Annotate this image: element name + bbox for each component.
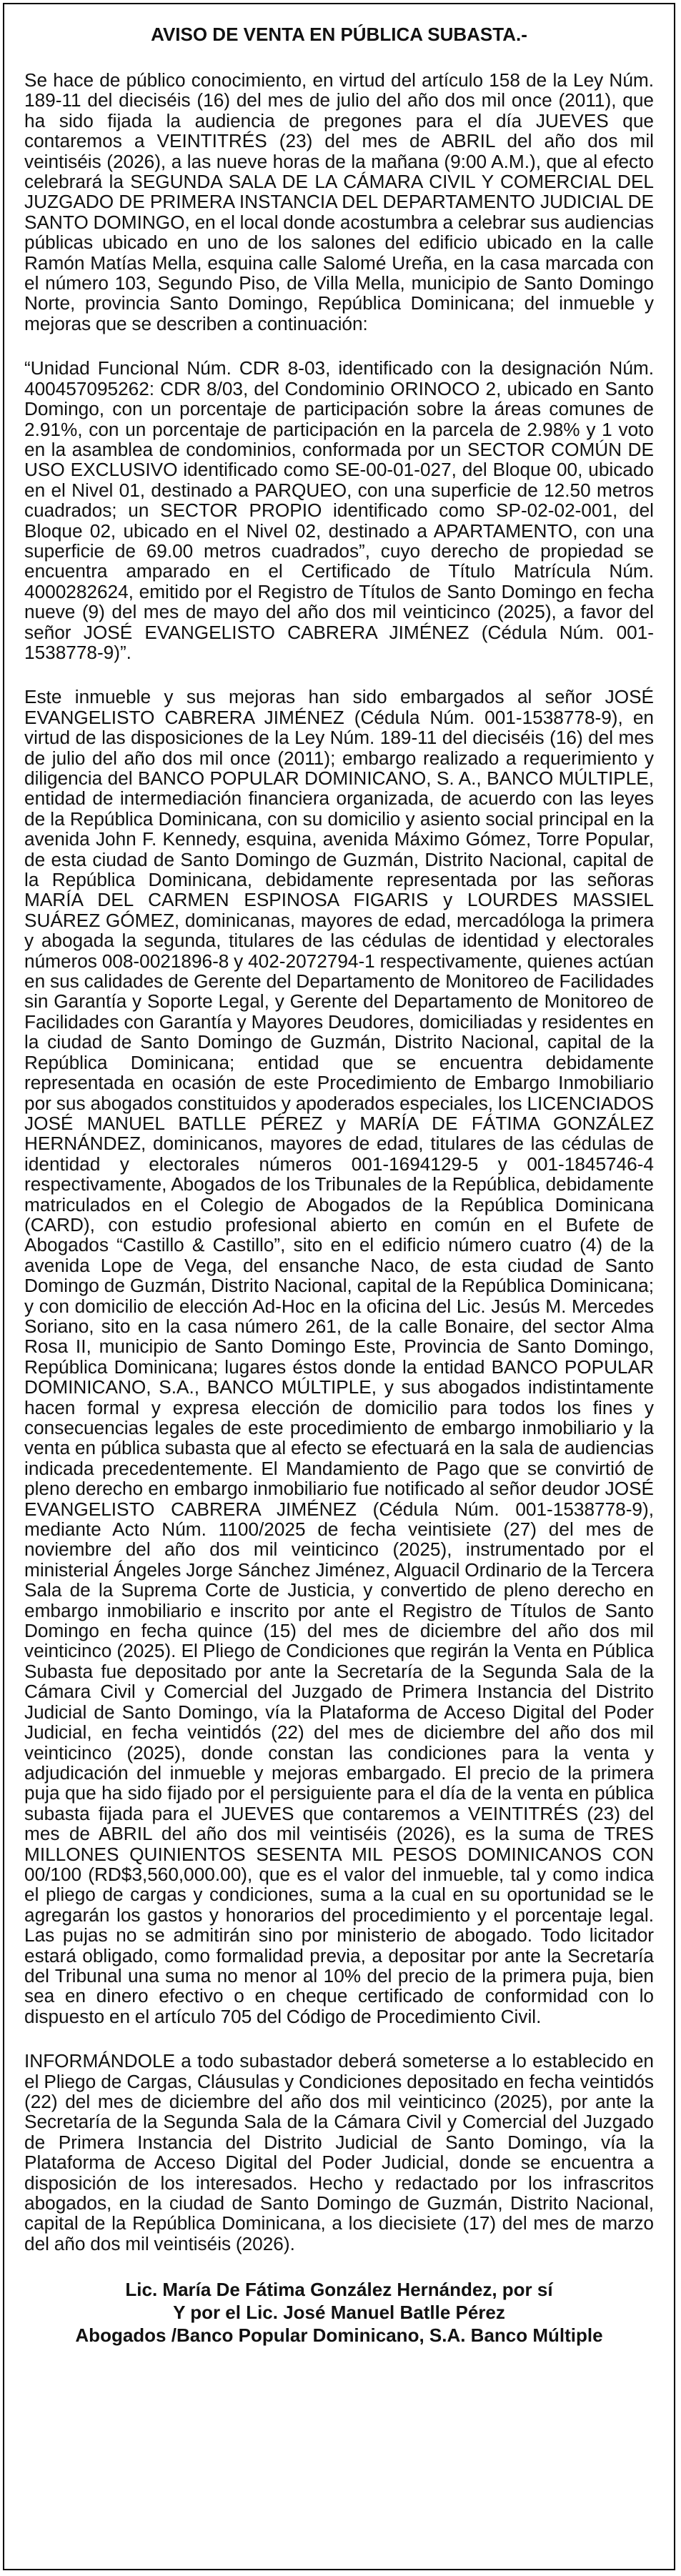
signature-line-1: Lic. María De Fátima González Hernández, por sí [125, 2279, 553, 2301]
notice-content [24, 23, 654, 2347]
signature-line-3: Abogados /Banco Popular Dominicano, S.A. Banco Múltiple [75, 2324, 603, 2347]
signature-line-2: Y por el Lic. José Manuel Batlle Pérez [173, 2302, 505, 2324]
notice-paragraph-property: “Unidad Funcional Núm. CDR 8-03, identificado con la designación Núm. 400457095262: CDR 8/03, del Condominio ORINOCO 2, ubicado en Santo Domingo, con un porcentaje de participación sobre la áreas comunes de 2.91%, con un porcentaje de participación en la parcela de 2.98% y 1 voto en la asamblea de condominios, conformada por un SECTOR COMÚN DE USO EXCLUSIVO identificado como SE-00-01-027, del Bloque 00, ubicado en el Nivel 01, destinado a PARQUEO, con una superficie de 12.50 metros cuadrados; un SECTOR PROPIO identificado como SP-02-02-001, del Bloque 02, ubicado en el Nivel 02, destinado a APARTAMENTO, con una superficie de 69.00 metros cuadrados”, cuyo derecho de propiedad se encuentra amparado en el Certificado de Título Matrícula Núm. 4000282624, emitido por el Registro de Títulos de Santo Domingo en fecha nueve (9) del mes de mayo del año dos mil veinticinco (2025), a favor del señor JOSÉ EVANGELISTO CABRERA JIMÉNEZ (Cédula Núm. 001-1538778-9)”. [24, 357, 654, 663]
signature-block [24, 2278, 654, 2347]
notice-title: AVISO DE VENTA EN PÚBLICA SUBASTA.- [151, 24, 527, 45]
notice-paragraph-seizure: Este inmueble y sus mejoras han sido embargados al señor JOSÉ EVANGELISTO CABRERA JIMÉNEZ (Cédula Núm. 001-1538778-9), en virtud de las disposiciones de la Ley Núm. 189-11 del dieciséis (16) del mes de julio del año dos mil once (2011); embargo realizado a requerimiento y diligencia del BANCO POPULAR DOMINICANO, S. A., BANCO MÚLTIPLE, entidad de intermediación financiera organizada, de acuerdo con las leyes de la República Dominicana, con su domicilio y asiento social principal en la avenida John F. Kennedy, esquina, avenida Máximo Gómez, Torre Popular, de esta ciudad de Santo Domingo de Guzmán, Distrito Nacional, capital de la República Dominicana, debidamente representada por las señoras MARÍA DEL CARMEN ESPINOSA FIGARIS y LOURDES MASSIEL SUÁREZ GÓMEZ, dominicanas, mayores de edad, mercadóloga la primera y abogada la segunda, titulares de las cédulas de identidad y electorales números 008-0021896-8 y 402-2072794-1 respectivamente, quienes actúan en sus calidades de Gerente del Departamento de Monitoreo de Facilidades sin Garantía y Soporte Legal, y Gerente del Departamento de Monitoreo de Facilidades con Garantía y Mayores Deudores, domiciliadas y residentes en la ciudad de Santo Domingo de Guzmán, Distrito Nacional, capital de la República Dominicana; entidad que se encuentra debidamente representada en ocasión de este Procedimiento de Embargo Inmobiliario por sus abogados constituidos y apoderados especiales, los LICENCIADOS JOSÉ MANUEL BATLLE PÉREZ y MARÍA DE FÁTIMA GONZÁLEZ HERNÁNDEZ, dominicanos, mayores de edad, titulares de las cédulas de identidad y electorales números 001-1694129-5 y 001-1845746-4 respectivamente, Abogados de los Tribunales de la República, debidamente matriculados en el Colegio de Abogados de la República Dominicana (CARD), con estudio profesional abierto en común en el Bufete de Abogados “Castillo & Castillo”, sito en el edificio número cuatro (4) de la avenida Lope de Vega, del ensanche Naco, de esta ciudad de Santo Domingo de Guzmán, Distrito Nacional, capital de la República Dominicana; y con domicilio de elección Ad-Hoc en la oficina del Lic. Jesús M. Mercedes Soriano, sito en la casa número 261, de la calle Bonaire, del sector Alma Rosa II, municipio de Santo Domingo Este, Provincia de Santo Domingo, República Dominicana; lugares éstos donde la entidad BANCO POPULAR DOMINICANO, S.A., BANCO MÚLTIPLE, y sus abogados indistintamente hacen formal y expresa elección de domicilio para todos los fines y consecuencias legales de este procedimiento de embargo inmobiliario y la venta en pública subasta que al efecto se efectuará en la sala de audiencias indicada precedentemente. El Mandamiento de Pago que se convirtió de pleno derecho en embargo inmobiliario fue notificado al señor deudor JOSÉ EVANGELISTO CABRERA JIMÉNEZ (Cédula Núm. 001-1538778-9), mediante Acto Núm. 1100/2025 de fecha veintisiete (27) del mes de noviembre del año dos mil veinticinco (2025), instrumentado por el ministerial Ángeles Jorge Sánchez Jiménez, Alguacil Ordinario de la Tercera Sala de la Suprema Corte de Justicia, y convertido de pleno derecho en embargo inmobiliario e inscrito por ante el Registro de Títulos de Santo Domingo en fecha quince (15) del mes de diciembre del año dos mil veinticinco (2025). El Pliego de Condiciones que regirán la Venta en Pública Subasta fue depositado por ante la Secretaría de la Segunda Sala de la Cámara Civil y Comercial del Juzgado de Primera Instancia del Distrito Judicial de Santo Domingo, vía la Plataforma de Acceso Digital del Poder Judicial, en fecha veintidós (22) del mes de diciembre del año dos mil veinticinco (2025), donde constan las condiciones para la venta y adjudicación del inmueble y mejoras embargado. El precio de la primera puja que ha sido fijado por el persiguiente para el día de la venta en pública subasta fijada para el JUEVES que contaremos a VEINTITRÉS (23) del mes de ABRIL del año dos mil veintiséis (2026), es la suma de TRES MILLONES QUINIENTOS SESENTA MIL PESOS DOMINICANOS CON 00/100 (RD$3,560,000.00), que es el valor del inmueble, tal y como indica el pliego de cargas y condiciones, suma a la cual en su oportunidad se le agregarán los gastos y honorarios del procedimiento y el porcentaje legal. Las pujas no se admitirán sino por ministerio de abogado. Todo licitador estará obligado, como formalidad previa, a depositar por ante la Secretaría del Tribunal una suma no menor al 10% del precio de la primera puja, bien sea en dinero efectivo o en cheque certificado de conformidad con lo dispuesto en el artículo 705 del Código de Procedimiento Civil. [24, 686, 654, 2027]
notice-paragraph-hearing: Se hace de público conocimiento, en virtud del artículo 158 de la Ley Núm. 189-11 del dieciséis (16) del mes de julio del año dos mil once (2011), que ha sido fijada la audiencia de pregones para el día JUEVES que contaremos a VEINTITRÉS (23) del mes de ABRIL del año dos mil veintiséis (2026), a las nueve horas de la mañana (9:00 A.M.), que al efecto celebrará la SEGUNDA SALA DE LA CÁMARA CIVIL Y COMERCIAL DEL JUZGADO DE PRIMERA INSTANCIA DEL DEPARTAMENTO JUDICIAL DE SANTO DOMINGO, en el local donde acostumbra a celebrar sus audiencias públicas ubicado en uno de los salones del edificio ubicado en la calle Ramón Matías Mella, esquina calle Salomé Ureña, en la casa marcada con el número 103, Segundo Piso, de Villa Mella, municipio de Santo Domingo Norte, provincia Santo Domingo, República Dominicana; del inmueble y mejoras que se describen a continuación: [24, 69, 654, 334]
notice-paragraph-conditions: INFORMÁNDOLE a todo subastador deberá someterse a lo establecido en el Pliego de Cargas, Cláusulas y Condiciones depositado en fecha veintidós (22) del mes de diciembre del año dos mil veinticinco (2025), por ante la Secretaría de la Segunda Sala de la Cámara Civil y Comercial del Juzgado de Primera Instancia del Distrito Judicial de Santo Domingo, vía la Plataforma de Acceso Digital del Poder Judicial, donde se encuentra a disposición de los interesados. Hecho y redactado por los infrascritos abogados, en la ciudad de Santo Domingo de Guzmán, Distrito Nacional, capital de la República Dominicana, a los diecisiete (17) del mes de marzo del año dos mil veintiséis (2026). [24, 2050, 654, 2254]
notice-frame [3, 3, 675, 2570]
